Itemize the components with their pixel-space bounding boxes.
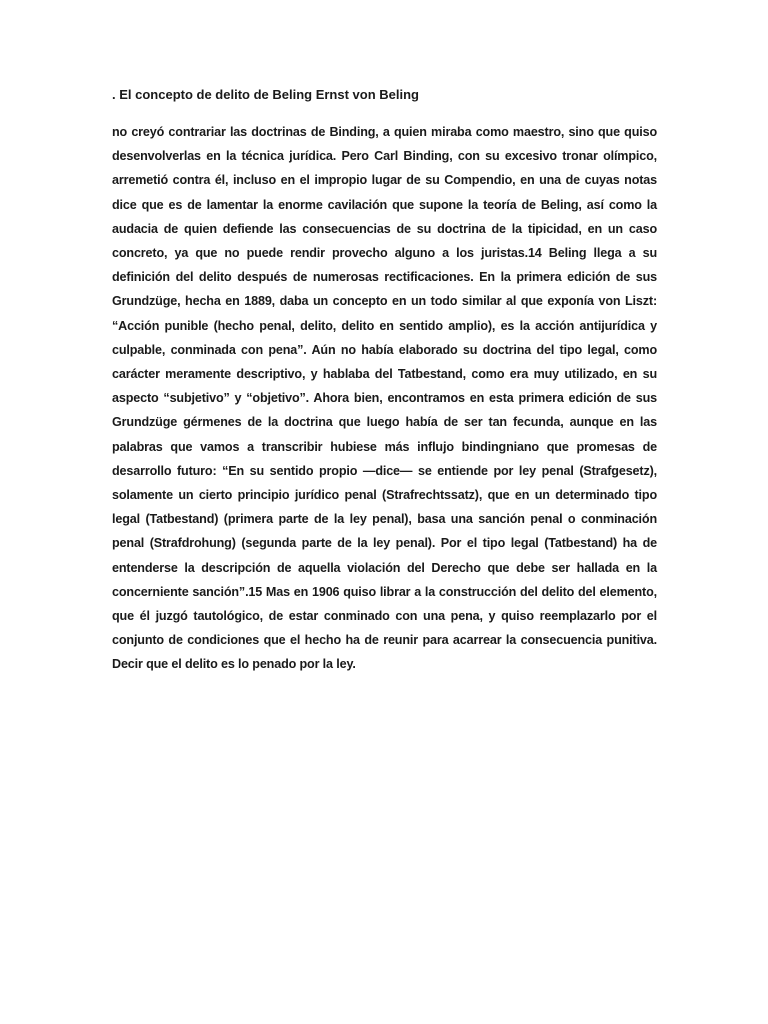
document-paragraph: no creyó contrariar las doctrinas de Binding, a quien miraba como maestro, sino que quiso desenvolverlas en la técnica jurídica. Pero Carl Binding, con su excesivo tronar olímpico, arremetió contra él, incluso en el impropio lugar de su Compendio, en una de cuyas notas dice que es de lamentar la enorme cavilación que supone la teoría de Beling, así como la audacia de quien defiende las consecuencias de su doctrina de la tipicidad, en un caso concreto, ya que no puede rendir provecho alguno a los juristas.14 Beling llega a su definición del delito después de numerosas rectificaciones. En la primera edición de sus Grundzüge, hecha en 1889, daba un concepto en un todo similar al que exponía von Liszt: “Acción punible (hecho penal, delito, delito en sentido amplio), es la acción antijurídica y culpable, conminada con pena”. Aún no había elaborado su doctrina del tipo legal, como carácter meramente descriptivo, y hablaba del Tatbestand, como era muy utilizado, en su aspecto “subjetivo” y “objetivo”. Ahora bien, encontramos en esta primera edición de sus Grundzüge gérmenes de la doctrina que luego había de ser tan fecunda, aunque en las palabras que vamos a transcribir hubiese más influjo bindingniano que promesas de desarrollo futuro: “En su sentido propio —dice— se entiende por ley penal (Strafgesetz), solamente un cierto principio jurídico penal (Strafrechtssatz), que en un determinado tipo legal (Tatbestand) (primera parte de la ley penal), basa una sanción penal o conminación penal (Strafdrohung) (segunda parte de la ley penal). Por el tipo legal (Tatbestand) ha de entenderse la descripción de aquella violación del Derecho que debe ser hallada en la concerniente sanción”.15 Mas en 1906 quiso librar a la construcción del delito del elemento, que él juzgó tautológico, de estar conminado con una pena, y quiso reemplazarlo por el conjunto de condiciones que el hecho ha de reunir para acarrear la consecuencia punitiva. Decir que el delito es lo penado por la ley.	[112, 125, 657, 672]
document-heading: . El concepto de delito de Beling Ernst von Beling	[112, 87, 419, 102]
